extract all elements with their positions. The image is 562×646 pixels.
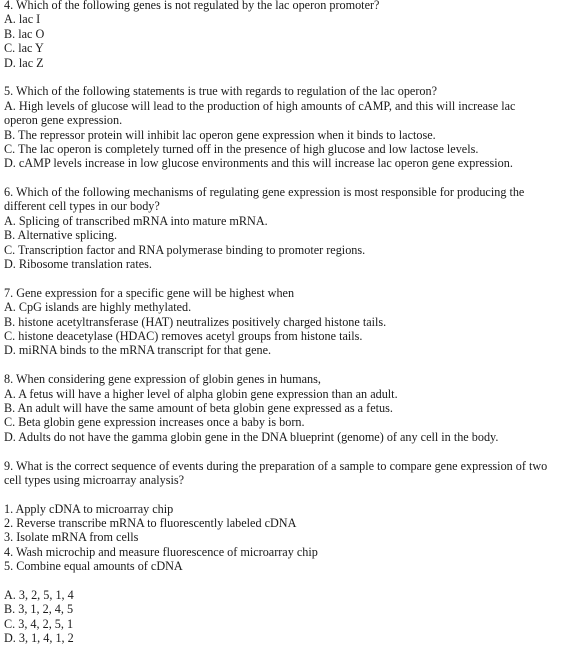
question-stem: 8. When considering gene expression of globin genes in humans, xyxy=(4,372,321,387)
sequence-step-1: 1. Apply cDNA to microarray chip xyxy=(4,501,174,516)
question-stem: 9. What is the correct sequence of events during the preparation of a sample to compare gene expression of two xyxy=(4,458,548,473)
question-9 xyxy=(4,459,560,646)
answer-option-d: D. lac Z xyxy=(4,55,44,70)
question-6 xyxy=(4,185,560,271)
answer-option-a: A. High levels of glucose will lead to the production of high amounts of cAMP, and this will increase lac xyxy=(4,98,516,113)
answer-option-b: B. 3, 1, 2, 4, 5 xyxy=(4,602,74,617)
answer-option-b: B. histone acetyltransferase (HAT) neutralizes positively charged histone tails. xyxy=(4,314,387,329)
question-stem: 5. Which of the following statements is true with regards to regulation of the lac operon? xyxy=(4,84,437,99)
answer-option-c: C. The lac operon is completely turned off in the presence of high glucose and low lactose levels. xyxy=(4,141,479,156)
answer-option-d: D. Ribosome translation rates. xyxy=(4,257,152,272)
sequence-step-5: 5. Combine equal amounts of cDNA xyxy=(4,559,183,574)
answer-option-c: C. lac Y xyxy=(4,41,44,56)
answer-option-a: A. 3, 2, 5, 1, 4 xyxy=(4,588,74,603)
answer-option-c: C. histone deacetylase (HDAC) removes acetyl groups from histone tails. xyxy=(4,328,363,343)
sequence-step-4: 4. Wash microchip and measure fluorescence of microarray chip xyxy=(4,544,318,559)
question-8 xyxy=(4,372,560,444)
answer-option-a: A. A fetus will have a higher level of alpha globin gene expression than an adult. xyxy=(4,386,398,401)
answer-option-a: A. CpG islands are highly methylated. xyxy=(4,300,192,315)
sequence-step-3: 3. Isolate mRNA from cells xyxy=(4,530,139,545)
question-5 xyxy=(4,84,560,170)
question-stem-continued: cell types using microarray analysis? xyxy=(4,472,185,487)
answer-option-d: D. cAMP levels increase in low glucose environments and this will increase lac operon gene expression. xyxy=(4,156,513,171)
answer-option-b: B. The repressor protein will inhibit lac operon gene expression when it binds to lactose. xyxy=(4,127,436,142)
question-stem: 4. Which of the following genes is not regulated by the lac operon promoter? xyxy=(4,0,380,12)
answer-option-a: A. lac I xyxy=(4,12,41,27)
answer-option-d: D. miRNA binds to the mRNA transcript for that gene. xyxy=(4,343,272,358)
answer-option-d: D. 3, 1, 4, 1, 2 xyxy=(4,631,74,646)
answer-option-b: B. lac O xyxy=(4,26,45,41)
answer-option-a: A. Splicing of transcribed mRNA into mature mRNA. xyxy=(4,213,268,228)
quiz-document xyxy=(4,0,560,646)
question-stem-continued: different cell types in our body? xyxy=(4,199,160,214)
answer-option-b: B. An adult will have the same amount of beta globin gene expressed as a fetus. xyxy=(4,400,393,415)
answer-option-a-continued: operon gene expression. xyxy=(4,113,123,128)
answer-option-d: D. Adults do not have the gamma globin gene in the DNA blueprint (genome) of any cell in the body. xyxy=(4,429,499,444)
question-4 xyxy=(4,0,560,70)
answer-option-b: B. Alternative splicing. xyxy=(4,228,118,243)
answer-option-c: C. Beta globin gene expression increases once a baby is born. xyxy=(4,415,305,430)
question-7 xyxy=(4,286,560,358)
answer-option-c: C. Transcription factor and RNA polymerase binding to promoter regions. xyxy=(4,242,366,257)
question-stem: 7. Gene expression for a specific gene will be highest when xyxy=(4,285,295,300)
sequence-step-2: 2. Reverse transcribe mRNA to fluorescently labeled cDNA xyxy=(4,516,297,531)
question-stem: 6. Which of the following mechanisms of regulating gene expression is most responsible for producing the xyxy=(4,185,525,200)
answer-option-c: C. 3, 4, 2, 5, 1 xyxy=(4,616,74,631)
